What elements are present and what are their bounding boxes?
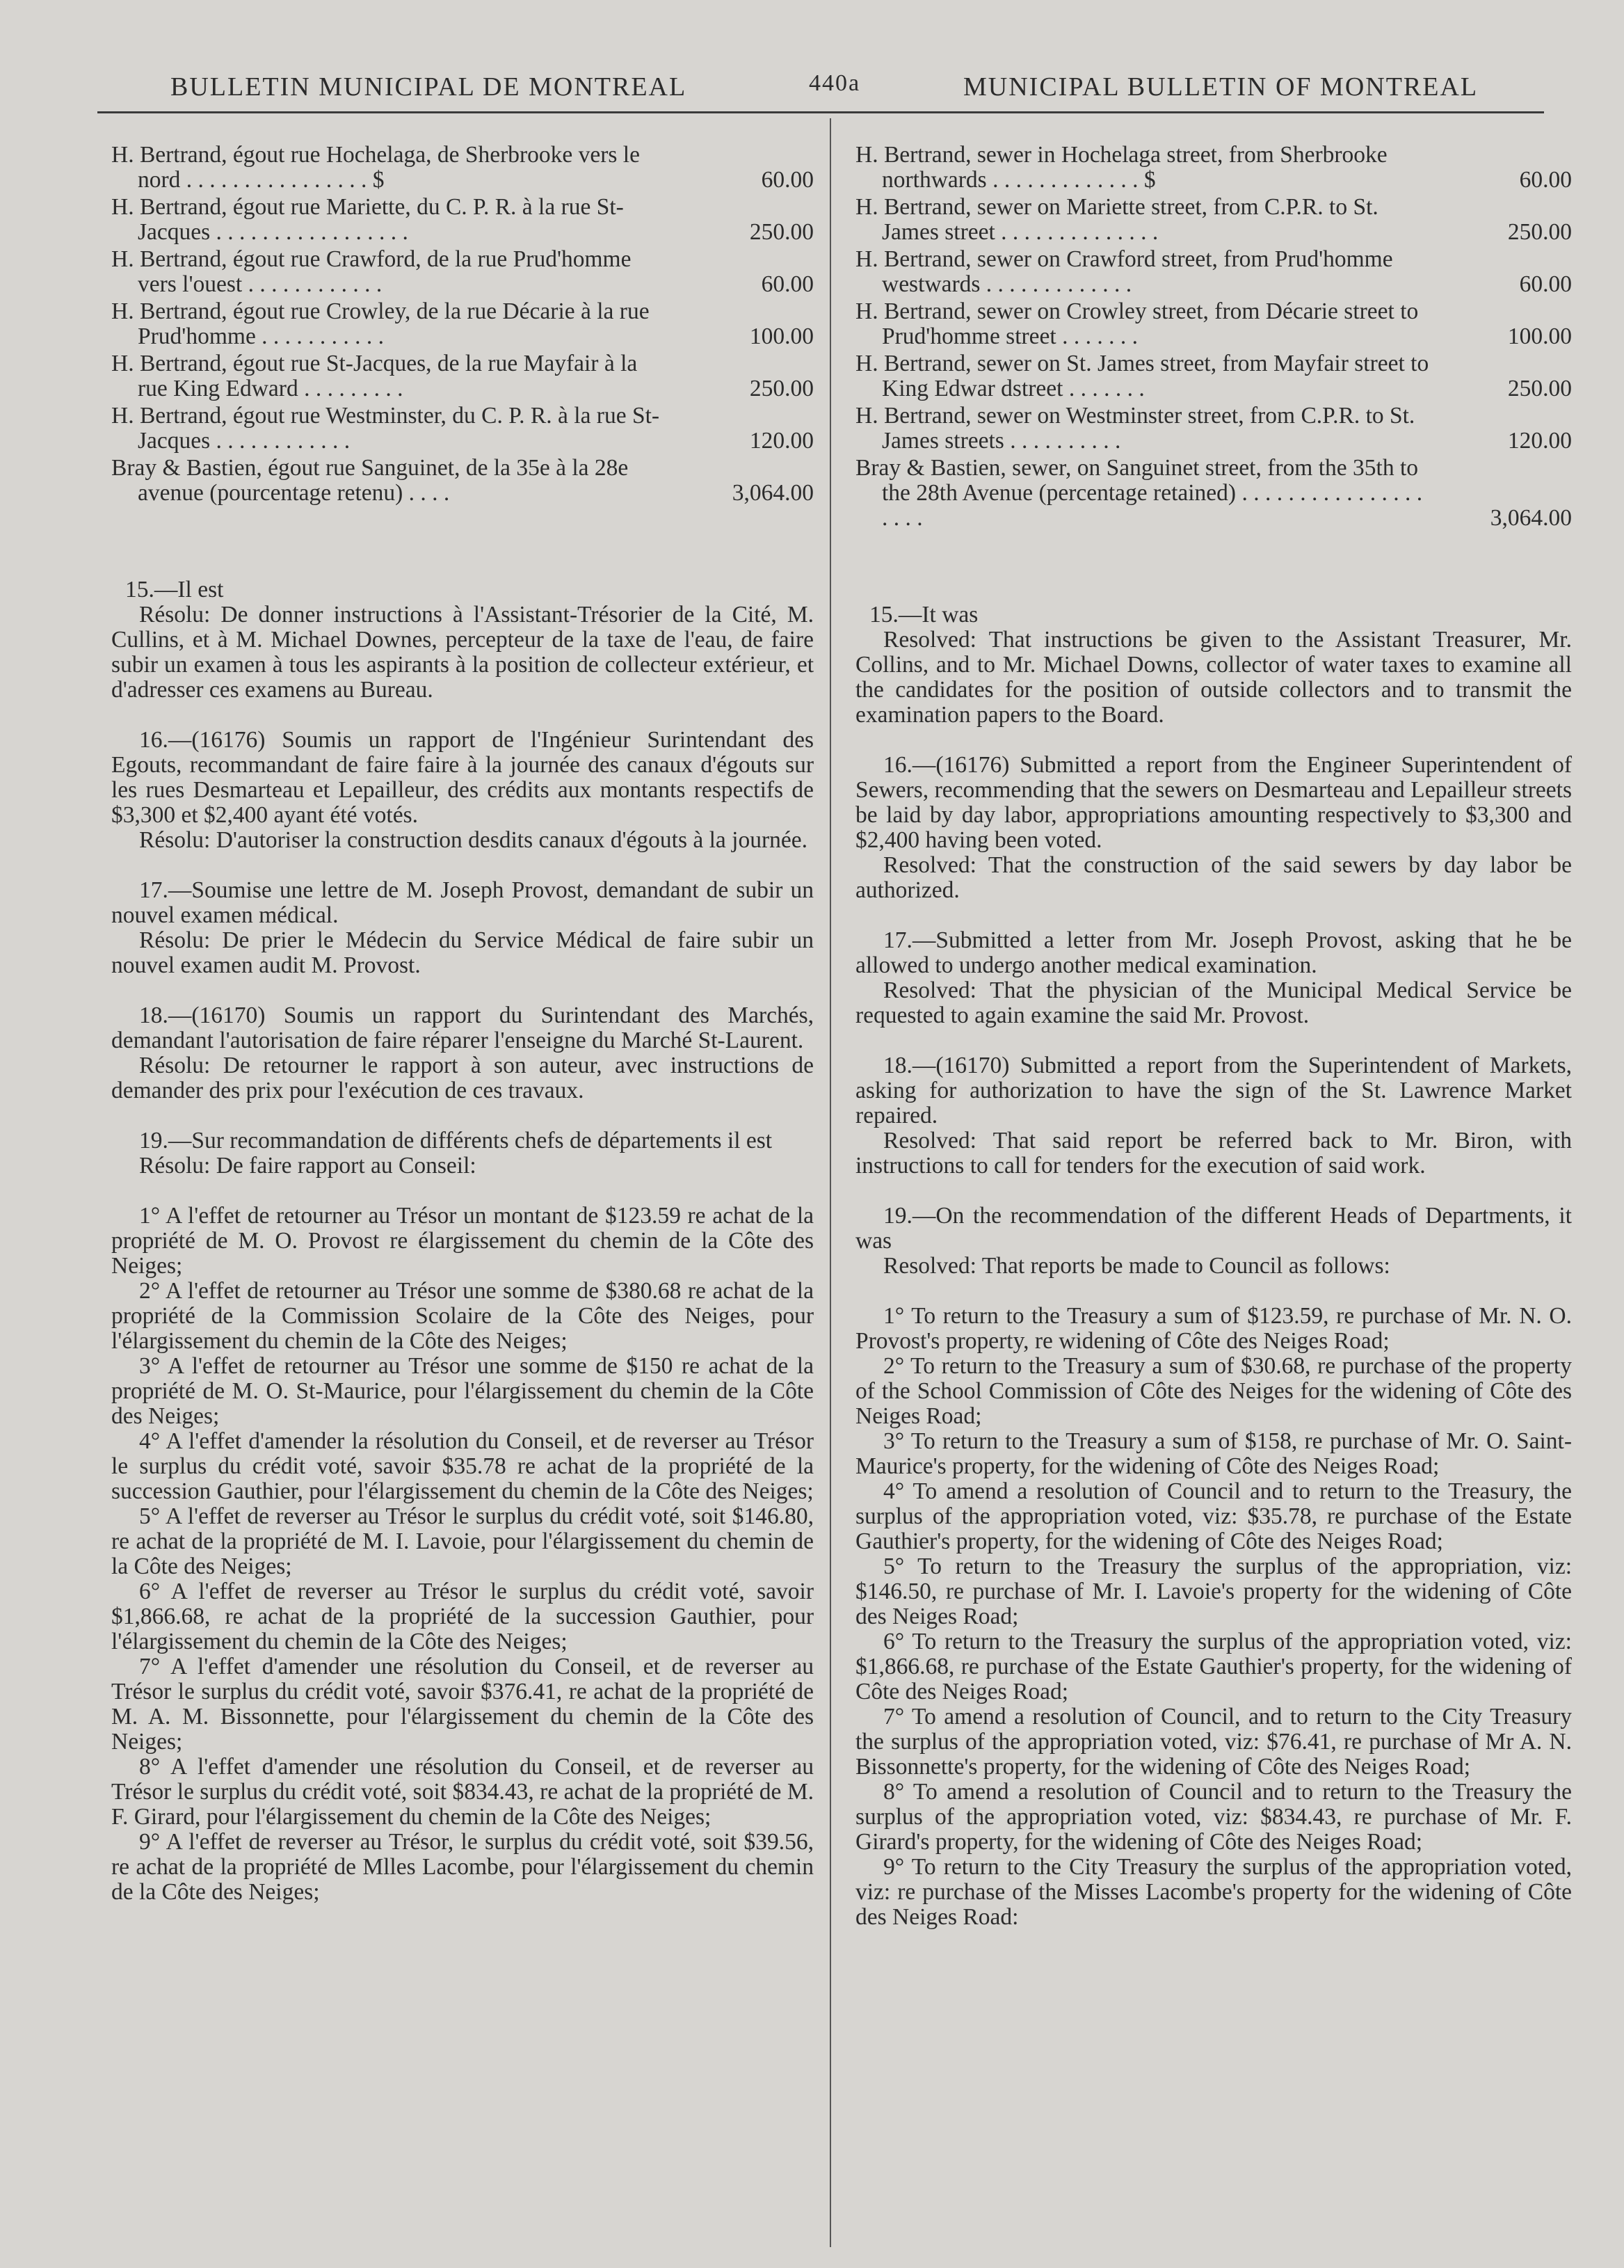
payment-description: H. Bertrand, égout rue Hochelaga, de Sherbrooke vers le nord . . . . . . . . . . . . . . . . $: [111, 142, 640, 193]
payment-entry: [855, 195, 1572, 245]
list-item: 3° A l'effet de retourner au Trésor une somme de $150 re achat de la propriété de M. O. St-Maurice, pour l'élargissement du chemin de la Côte des Neiges;: [111, 1353, 814, 1429]
list-item: 9° A l'effet de reverser au Trésor, le surplus du crédit voté, soit $39.56, re achat de la propriété de Mlles Lacombe, pour l'élargissement du chemin de la Côte des Neiges;: [111, 1829, 814, 1905]
list-item: 7° A l'effet d'amender une résolution du Conseil, et de reverser au Trésor le surplus du crédit voté, savoir $376.41, re achat de la propriété de M. A. M. Bissonnette, pour l'élargissement du chemin de la Côte des Neiges;: [111, 1654, 814, 1755]
payment-amount: 3,064.00: [1490, 505, 1572, 531]
payment-description: H. Bertrand, sewer in Hochelaga street, from Sherbrooke northwards . . . . . . . . . . . . . $: [855, 142, 1388, 193]
item-15-heading: 15.—It was: [869, 602, 979, 628]
list-item: 1° A l'effet de retourner au Trésor un montant de $123.59 re achat de la propriété de M. O. Provost re élargissement du chemin de la Côte des Neiges;: [111, 1203, 814, 1279]
payment-description: H. Bertrand, égout rue Crowley, de la rue Décarie à la rue Prud'homme . . . . . . . . . . .: [111, 298, 650, 349]
list-item: 5° To return to the Treasury the surplus of the appropriation, viz: $146.50, re purchase of Mr. I. Lavoie's property for the widening of Côte des Neiges Road;: [855, 1554, 1572, 1629]
payment-entry: [855, 299, 1572, 349]
header-english-title: MUNICIPAL BULLETIN OF MONTREAL: [963, 72, 1479, 102]
list-item: 4° To amend a resolution of Council and to return to the Treasury, the surplus of the appropriation voted, viz: $35.78, re purchase of the Estate Gauthier's property, for the widening of Côte des Neiges Road;: [855, 1478, 1572, 1554]
payment-entry: [855, 456, 1572, 531]
item-16-body: 16.—(16176) Submitted a report from the Engineer Superintendent of Sewers, recommending that the sewers on Desmarteau and Lepailleur streets be laid by day labor, appropriations amounting respectively to $3,300 and $2,400 having been voted.: [855, 752, 1572, 853]
payment-entry: [111, 299, 814, 349]
list-item: 4° A l'effet d'amender la résolution du Conseil, et de reverser au Trésor le surplus du crédit voté, savoir $35.78 re achat de la propriété de la succession Gauthier, pour l'élargissement du chemin de la Côte des Neiges;: [111, 1428, 814, 1504]
item-17-resolution: Résolu: De prier le Médecin du Service Médical de faire subir un nouvel examen audit M. Provost.: [111, 927, 814, 978]
payment-description: H. Bertrand, sewer on Mariette street, from C.P.R. to St. James street . . . . . . . . . . . . . .: [855, 194, 1378, 245]
item-18-resolution: Resolved: That said report be referred back to Mr. Biron, with instructions to call for tenders for the execution of said work.: [855, 1128, 1572, 1179]
list-item: 5° A l'effet de reverser au Trésor le surplus du crédit voté, soit $146.80, re achat de la propriété de M. I. Lavoie, pour l'élargissement du chemin de la Côte des Neiges;: [111, 1503, 814, 1579]
payment-amount: 120.00: [749, 428, 814, 454]
item-16-body: 16.—(16176) Soumis un rapport de l'Ingénieur Surintendant des Egouts, recommandant de faire faire à la journée des canaux d'égouts sur les rues Desmarteau et Lepailleur, des crédits aux montants respectifs de $3,300 et $2,400 ayant été votés.: [111, 727, 814, 828]
list-item: 2° A l'effet de retourner au Trésor une somme de $380.68 re achat de la propriété de la Commission Scolaire de la Côte des Neiges, pour l'élargissement du chemin de la Côte des Neiges;: [111, 1278, 814, 1354]
item-19-heading: 19.—On the recommendation of the different Heads of Departments, it was: [855, 1203, 1572, 1254]
payment-amount: 60.00: [761, 271, 814, 297]
item-15-resolution: Résolu: De donner instructions à l'Assistant-Trésorier de la Cité, M. Cullins, et à M. Michael Downes, percepteur de la taxe de l'eau, de faire subir un examen à tous les aspirants à la position de collecteur extérieur, et d'adresser ces examens au Bureau.: [111, 602, 814, 703]
payment-description: H. Bertrand, égout rue St-Jacques, de la rue Mayfair à la rue King Edward . . . . . . . . .: [111, 351, 638, 401]
page-number: 440a: [809, 70, 861, 96]
payment-entry: [855, 404, 1572, 454]
item-19-heading: 19.—Sur recommandation de différents chefs de départements il est: [139, 1128, 773, 1153]
payment-entry: [111, 247, 814, 297]
list-item: 8° A l'effet d'amender une résolution du Conseil, et de reverser au Trésor le surplus du crédit voté, soit $834.43, re achat de la propriété de M. F. Girard, pour l'élargissement du chemin de la Côte des Neiges;: [111, 1754, 814, 1830]
payment-entry: [855, 351, 1572, 401]
payment-amount: 250.00: [1507, 376, 1572, 401]
list-item: 6° To return to the Treasury the surplus of the appropriation voted, viz: $1,866.68, re purchase of the Estate Gauthier's property, for the widening of Côte des Neiges Road;: [855, 1629, 1572, 1704]
item-17-body: 17.—Submitted a letter from Mr. Joseph Provost, asking that he be allowed to undergo another medical examination.: [855, 927, 1572, 978]
payment-entry: [111, 351, 814, 401]
header-rule: [97, 111, 1544, 113]
payment-description: Bray & Bastien, sewer, on Sanguinet street, from the 35th to the 28th Avenue (percentage retained) . . . . . . . . . . . . . . . . . . . .: [855, 455, 1423, 531]
item-15-heading: 15.—Il est: [125, 577, 224, 602]
payment-description: H. Bertrand, sewer on Crawford street, from Prud'homme westwards . . . . . . . . . . . . .: [855, 246, 1393, 297]
item-15-resolution: Resolved: That instructions be given to the Assistant Treasurer, Mr. Collins, and to Mr. Michael Downs, collector of water taxes to examine all the candidates for the position of outside collectors and to transmit the examination papers to the Board.: [855, 627, 1572, 728]
payment-amount: 100.00: [749, 324, 814, 349]
item-16-resolution: Résolu: D'autoriser la construction desdits canaux d'égouts à la journée.: [139, 827, 807, 853]
list-item: 9° To return to the City Treasury the surplus of the appropriation voted, viz: re purchase of the Misses Lacombe's property for the widening of Côte des Neiges Road:: [855, 1854, 1572, 1930]
payment-amount: 60.00: [1519, 167, 1572, 193]
payment-amount: 250.00: [749, 376, 814, 401]
payment-amount: 250.00: [1507, 219, 1572, 245]
item-18-body: 18.—(16170) Soumis un rapport du Surintendant des Marchés, demandant l'autorisation de faire réparer l'enseigne du Marché St-Laurent.: [111, 1003, 814, 1053]
list-item: 3° To return to the Treasury a sum of $158, re purchase of Mr. O. Saint-Maurice's property, for the widening of Côte des Neiges Road;: [855, 1428, 1572, 1479]
item-18-body: 18.—(16170) Submitted a report from the Superintendent of Markets, asking for authorization to have the sign of the St. Lawrence Market repaired.: [855, 1053, 1572, 1128]
payment-description: H. Bertrand, sewer on St. James street, from Mayfair street to King Edwar dstreet . . . . . . .: [855, 351, 1429, 401]
header-french-title: BULLETIN MUNICIPAL DE MONTREAL: [170, 72, 687, 102]
list-item: 8° To amend a resolution of Council and to return to the Treasury the surplus of the appropriation voted, viz: $834.43, re purchase of Mr. F. Girard's property, for the widening of Côte des Neiges Road;: [855, 1779, 1572, 1855]
payment-description: Bray & Bastien, égout rue Sanguinet, de la 35e à la 28e avenue (pourcentage retenu) . . . .: [111, 455, 629, 506]
payment-amount: 100.00: [1507, 324, 1572, 349]
payment-amount: 60.00: [1519, 271, 1572, 297]
payment-entry: [111, 404, 814, 454]
payment-entry: [855, 247, 1572, 297]
running-header: [0, 66, 1624, 108]
french-column: [111, 143, 814, 1905]
payment-description: H. Bertrand, égout rue Westminster, du C. P. R. à la rue St-Jacques . . . . . . . . . . . .: [111, 403, 660, 454]
payment-entry: [111, 143, 814, 193]
payment-amount: 250.00: [749, 219, 814, 245]
item-16-resolution: Resolved: That the construction of the said sewers by day labor be authorized.: [855, 852, 1572, 903]
payment-entry: [855, 143, 1572, 193]
payment-description: H. Bertrand, sewer on Westminster street, from C.P.R. to St. James streets . . . . . . . . . .: [855, 403, 1415, 454]
column-divider: [830, 118, 831, 2247]
item-17-resolution: Resolved: That the physician of the Municipal Medical Service be requested to again examine the said Mr. Provost.: [855, 977, 1572, 1028]
item-18-resolution: Résolu: De retourner le rapport à son auteur, avec instructions de demander des prix pour l'exécution de ces travaux.: [111, 1053, 814, 1103]
payment-entry: [111, 456, 814, 506]
payment-description: H. Bertrand, égout rue Crawford, de la rue Prud'homme vers l'ouest . . . . . . . . . . . .: [111, 246, 632, 297]
payment-amount: 120.00: [1507, 428, 1572, 454]
list-item: 7° To amend a resolution of Council, and to return to the City Treasury the surplus of the appropriation voted, viz: $76.41, re purchase of Mr A. N. Bissonnette's property, for the widening of Côte des Neiges Road;: [855, 1704, 1572, 1780]
list-item: 1° To return to the Treasury a sum of $123.59, re purchase of Mr. N. O. Provost's property, re widening of Côte des Neiges Road;: [855, 1303, 1572, 1354]
payment-amount: 60.00: [761, 167, 814, 193]
payment-description: H. Bertrand, sewer on Crowley street, from Décarie street to Prud'homme street . . . . . . .: [855, 298, 1419, 349]
payment-amount: 3,064.00: [732, 480, 814, 506]
item-19-resolution: Résolu: De faire rapport au Conseil:: [139, 1153, 476, 1179]
list-item: 2° To return to the Treasury a sum of $30.68, re purchase of the property of the School Commission of Côte des Neiges for the widening of Côte des Neiges Road;: [855, 1353, 1572, 1429]
list-item: 6° A l'effet de reverser au Trésor le surplus du crédit voté, savoir $1,866.68, re achat de la propriété de la succession Gauthier, pour l'élargissement du chemin de la Côte des Neiges;: [111, 1579, 814, 1654]
item-19-resolution: Resolved: That reports be made to Council as follows:: [883, 1253, 1390, 1279]
payment-description: H. Bertrand, égout rue Mariette, du C. P. R. à la rue St-Jacques . . . . . . . . . . . . . . . . .: [111, 194, 624, 245]
english-column: [855, 143, 1572, 1930]
item-17-body: 17.—Soumise une lettre de M. Joseph Provost, demandant de subir un nouvel examen médical.: [111, 877, 814, 928]
payment-entry: [111, 195, 814, 245]
